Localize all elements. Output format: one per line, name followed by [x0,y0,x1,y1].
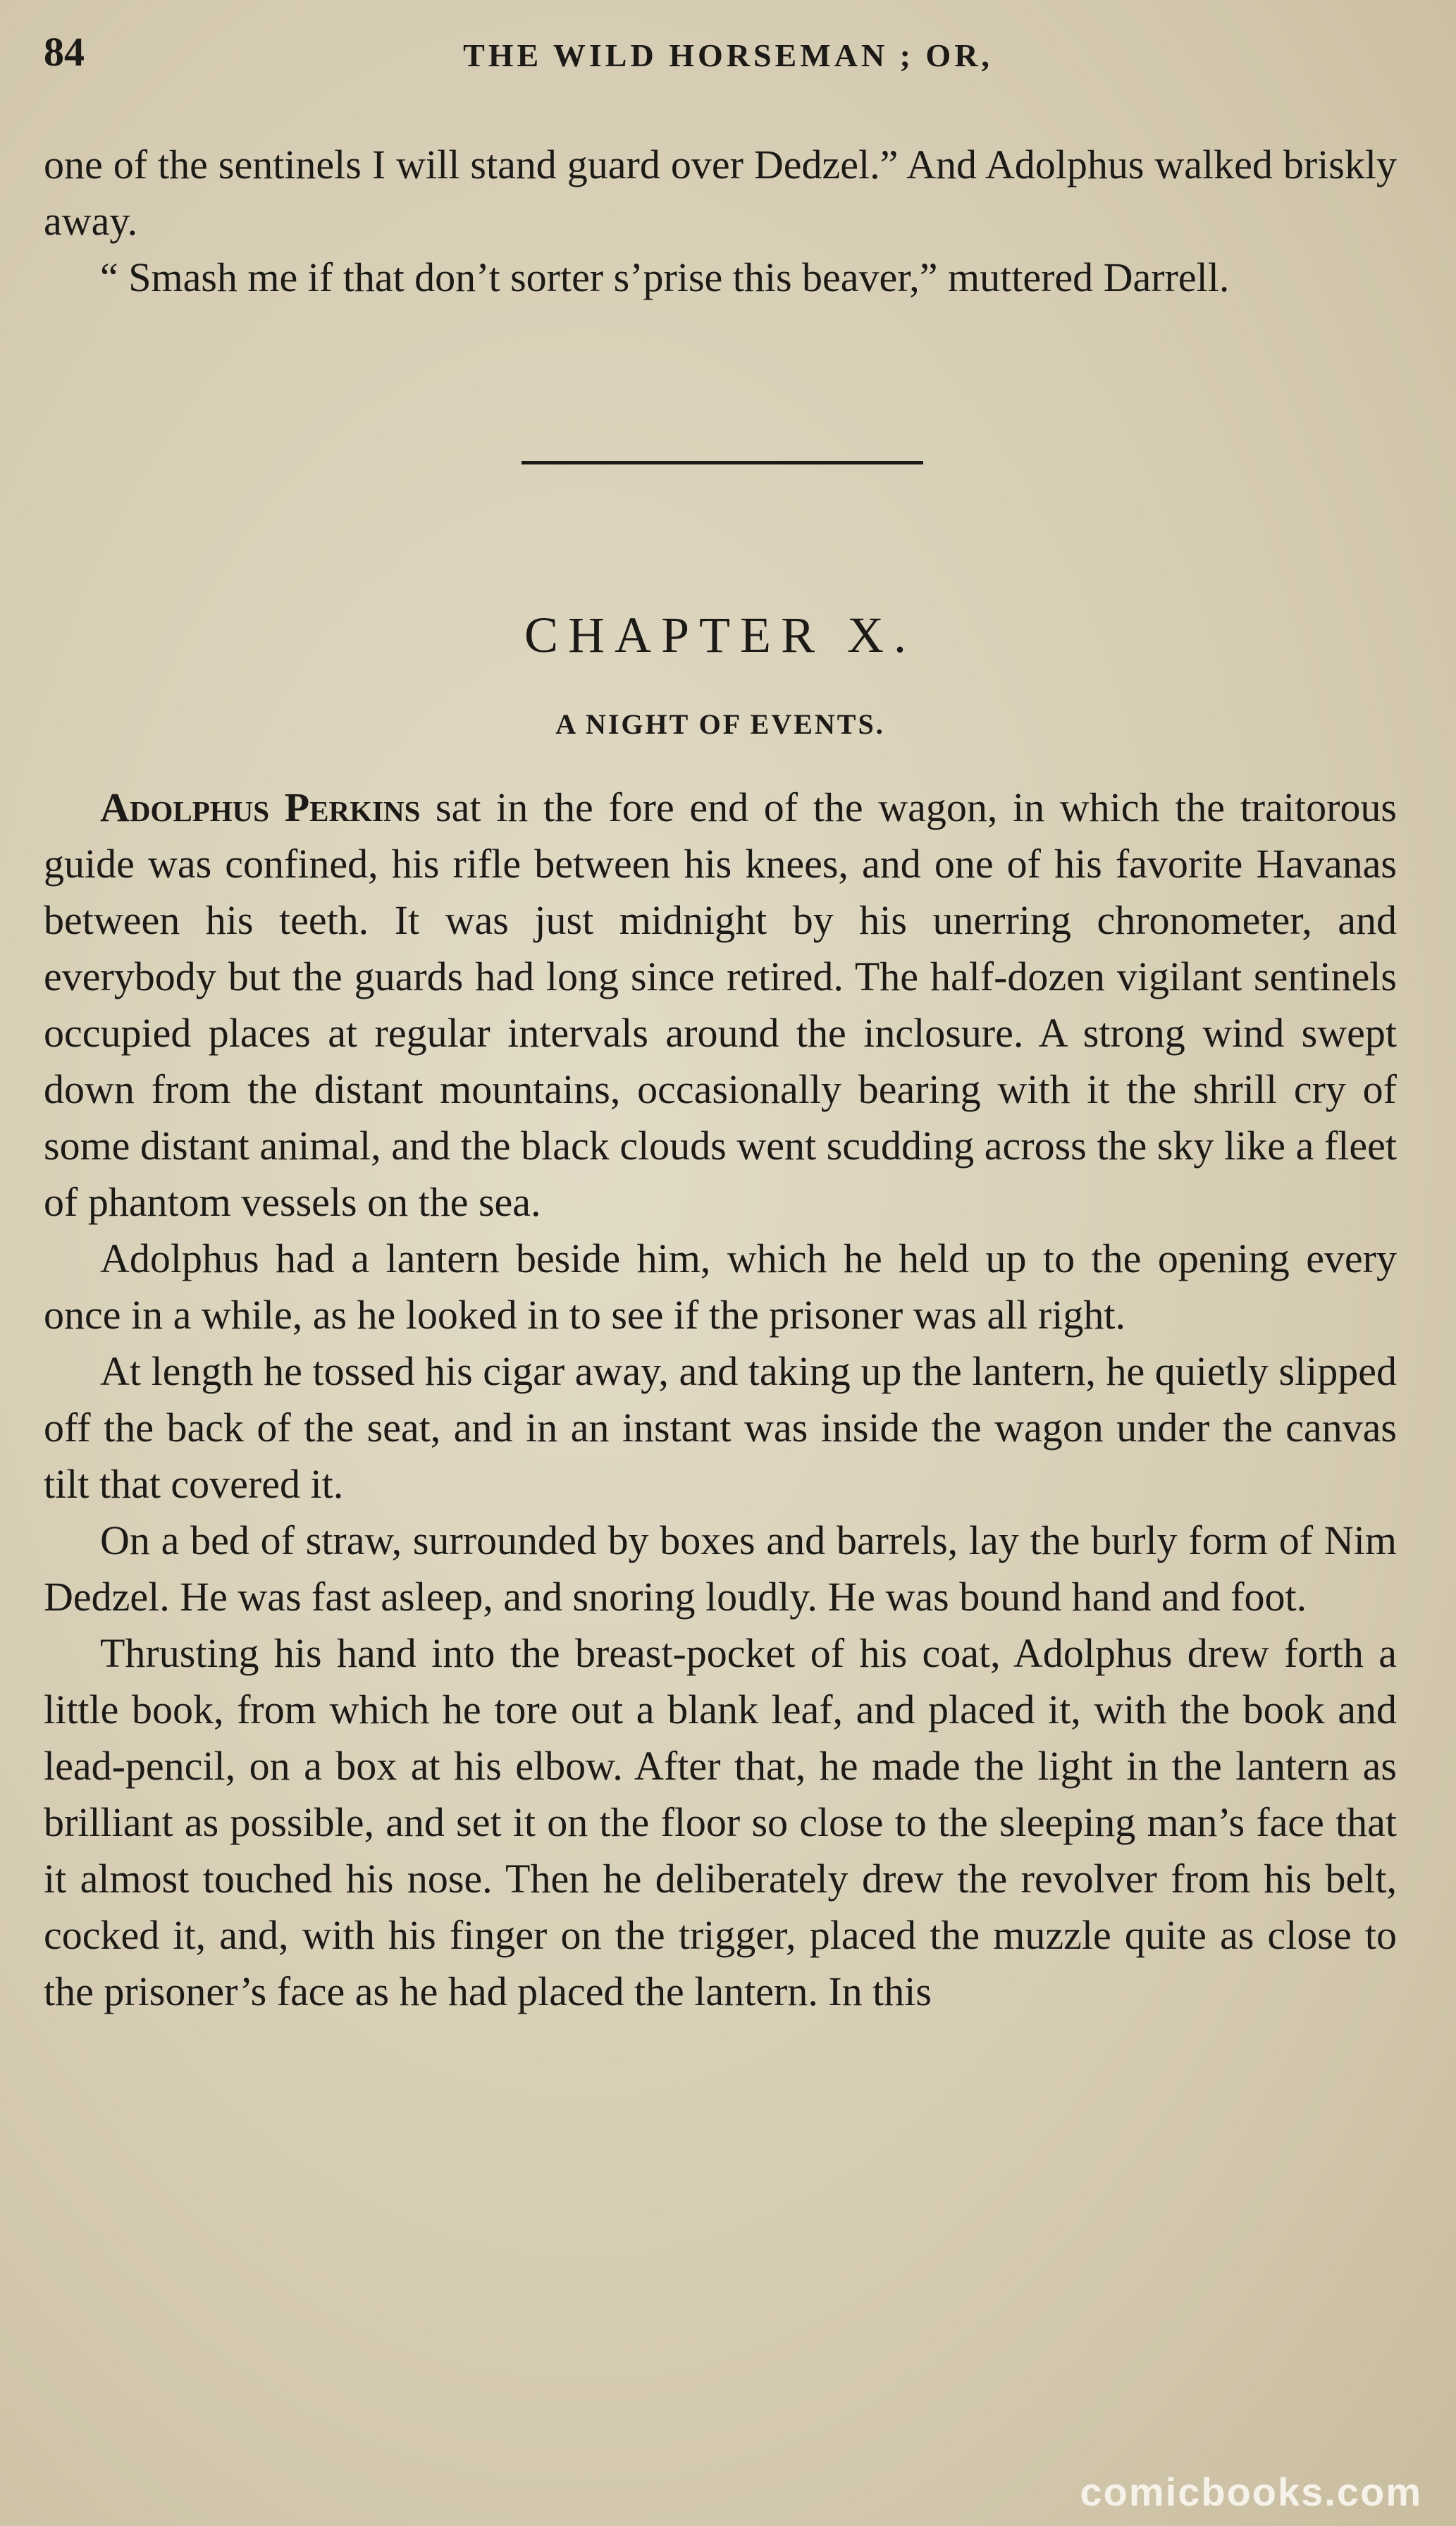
chapter-text [44,780,1397,2020]
paragraph-text: sat in the fore end of the wagon, in which the traitorous guide was confined, his rifle between his knees, and one of his favorite Havanas between his teeth. It was just midnight by his unerring chronometer, and everybody but the guards had long since retired. The half-dozen vigilant sentinels occupied places at regular intervals around the inclosure. A strong wind swept down from the distant mountains, occasionally bearing with it the shrill cry of some distant animal, and the black clouds went scudding across the sky like a fleet of phantom vessels on the sea. [44,784,1397,1225]
continued-text [44,137,1397,306]
paragraph [44,780,1397,1231]
chapter-subtitle: A NIGHT OF EVENTS. [555,708,885,740]
paragraph: On a bed of straw, surrounded by boxes and barrels, lay the burly form of Nim Dedzel. He was fast asleep, and snoring loudly. He was bound hand and foot. [44,1517,1397,1620]
lead-in-small-caps: Adolphus Perkins [100,784,421,830]
watermark: comicbooks.com [1080,2470,1422,2514]
paragraph: Adolphus had a lantern beside him, which he held up to the opening every once in a while, as he looked in to see if the prisoner was all right. [44,1236,1397,1338]
paragraph: Thrusting his hand into the breast-pocket of his coat, Adolphus drew forth a little book, from which he tore out a blank leaf, and placed it, with the book and lead-pencil, on a box at his elbow. After that, he made the light in the lantern as brilliant as possible, and set it on the floor so close to the sleeping man’s face that it almost touched his nose. Then he deliberately drew the revolver from his belt, cocked it, and, with his finger on the trigger, placed the muzzle quite as close to the prisoner’s face as he had placed the lantern. In this [44,1630,1397,2014]
section-divider-rule [522,461,923,464]
running-title: THE WILD HORSEMAN ; OR, [463,37,993,73]
page-number: 84 [44,29,85,75]
paragraph: “ Smash me if that don’t sorter s’prise this beaver,” muttered Darrell. [100,254,1230,300]
paragraph: At length he tossed his cigar away, and taking up the lantern, he quietly slipped off the back of the seat, and in an instant was inside the wagon under the canvas tilt that covered it. [44,1348,1397,1507]
paragraph: one of the sentinels I will stand guard over Dedzel.” And Adolphus walked briskly away. [44,142,1397,244]
running-header [44,23,1412,79]
chapter-heading: CHAPTER X. [524,607,917,663]
